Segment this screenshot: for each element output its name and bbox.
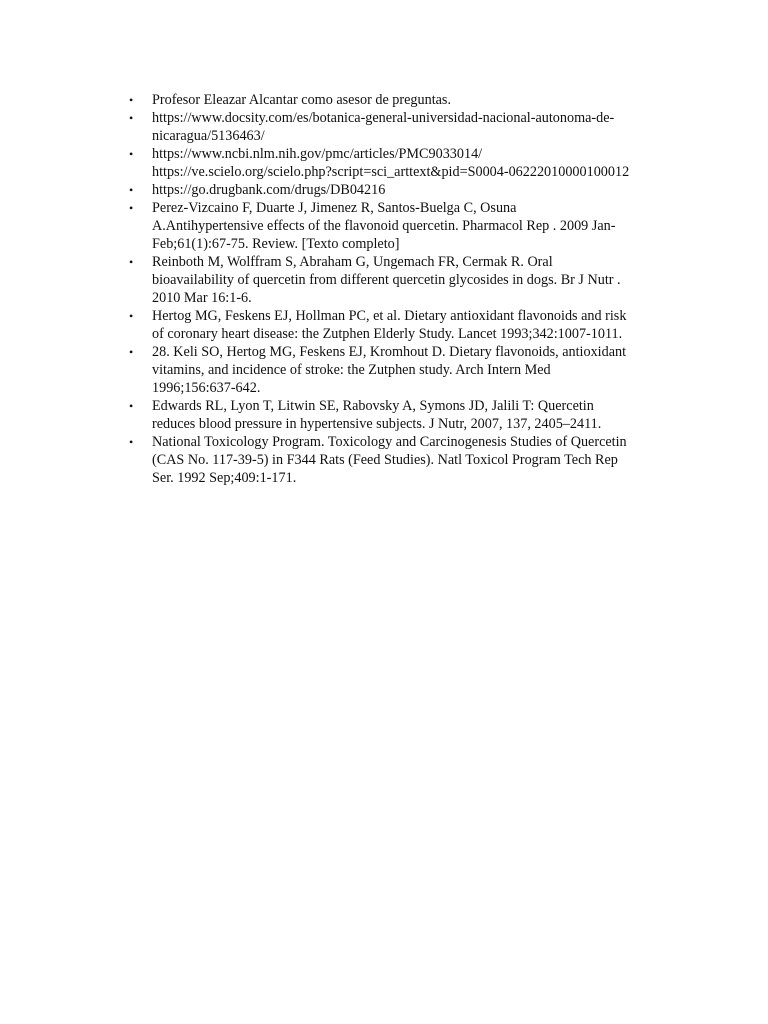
reference-line: A.Antihypertensive effects of the flavonoid quercetin. Pharmacol Rep . 2009 Jan-: [152, 218, 616, 234]
bullet-icon: •: [129, 399, 134, 413]
reference-line: 28. Keli SO, Hertog MG, Feskens EJ, Kromhout D. Dietary flavonoids, antioxidant: [152, 344, 627, 360]
reference-line: https://www.docsity.com/es/botanica-general-universidad-nacional-autonoma-de-: [152, 110, 615, 126]
reference-item: [126, 307, 666, 343]
reference-line: Feb;61(1):67-75. Review. [Texto completo]: [152, 236, 400, 252]
reference-item: [126, 397, 666, 433]
reference-line: vitamins, and incidence of stroke: the Zutphen study. Arch Intern Med: [152, 362, 551, 378]
reference-line: 1996;156:637-642.: [152, 380, 261, 396]
reference-line: Edwards RL, Lyon T, Litwin SE, Rabovsky A, Symons JD, Jalili T: Quercetin: [152, 398, 594, 414]
reference-line: 2010 Mar 16:1-6.: [152, 290, 252, 306]
bullet-icon: •: [129, 345, 134, 359]
reference-item: [126, 253, 666, 307]
reference-item: [126, 181, 666, 199]
reference-line: https://ve.scielo.org/scielo.php?script=sci_arttext&pid=S0004-06222010000100012: [152, 164, 630, 180]
reference-item: [126, 145, 666, 181]
reference-line: Reinboth M, Wolffram S, Abraham G, Ungemach FR, Cermak R. Oral: [152, 254, 553, 270]
bullet-icon: •: [129, 309, 134, 323]
reference-list: [126, 91, 666, 487]
reference-item: [126, 199, 666, 253]
reference-line: https://go.drugbank.com/drugs/DB04216: [152, 182, 386, 198]
reference-line: bioavailability of quercetin from different quercetin glycosides in dogs. Br J Nutr .: [152, 272, 621, 288]
reference-line: nicaragua/5136463/: [152, 128, 265, 144]
bullet-icon: •: [129, 93, 134, 107]
bullet-icon: •: [129, 111, 134, 125]
bullet-icon: •: [129, 147, 134, 161]
reference-line: Perez-Vizcaino F, Duarte J, Jimenez R, Santos-Buelga C, Osuna: [152, 200, 517, 216]
reference-line: Hertog MG, Feskens EJ, Hollman PC, et al. Dietary antioxidant flavonoids and risk: [152, 308, 627, 324]
bullet-icon: •: [129, 435, 134, 449]
bullet-icon: •: [129, 201, 134, 215]
reference-line: Profesor Eleazar Alcantar como asesor de preguntas.: [152, 92, 451, 108]
reference-line: Ser. 1992 Sep;409:1-171.: [152, 470, 297, 486]
reference-item: [126, 109, 666, 145]
reference-line: https://www.ncbi.nlm.nih.gov/pmc/articles/PMC9033014/: [152, 146, 483, 162]
bullet-icon: •: [129, 183, 134, 197]
reference-line: of coronary heart disease: the Zutphen Elderly Study. Lancet 1993;342:1007-1011.: [152, 326, 623, 342]
reference-item: [126, 91, 666, 109]
reference-item: [126, 343, 666, 397]
reference-line: reduces blood pressure in hypertensive subjects. J Nutr, 2007, 137, 2405–2411.: [152, 416, 602, 432]
bullet-icon: •: [129, 255, 134, 269]
reference-item: [126, 433, 666, 487]
reference-line: (CAS No. 117-39-5) in F344 Rats (Feed Studies). Natl Toxicol Program Tech Rep: [152, 452, 618, 468]
reference-line: National Toxicology Program. Toxicology and Carcinogenesis Studies of Quercetin: [152, 434, 627, 450]
